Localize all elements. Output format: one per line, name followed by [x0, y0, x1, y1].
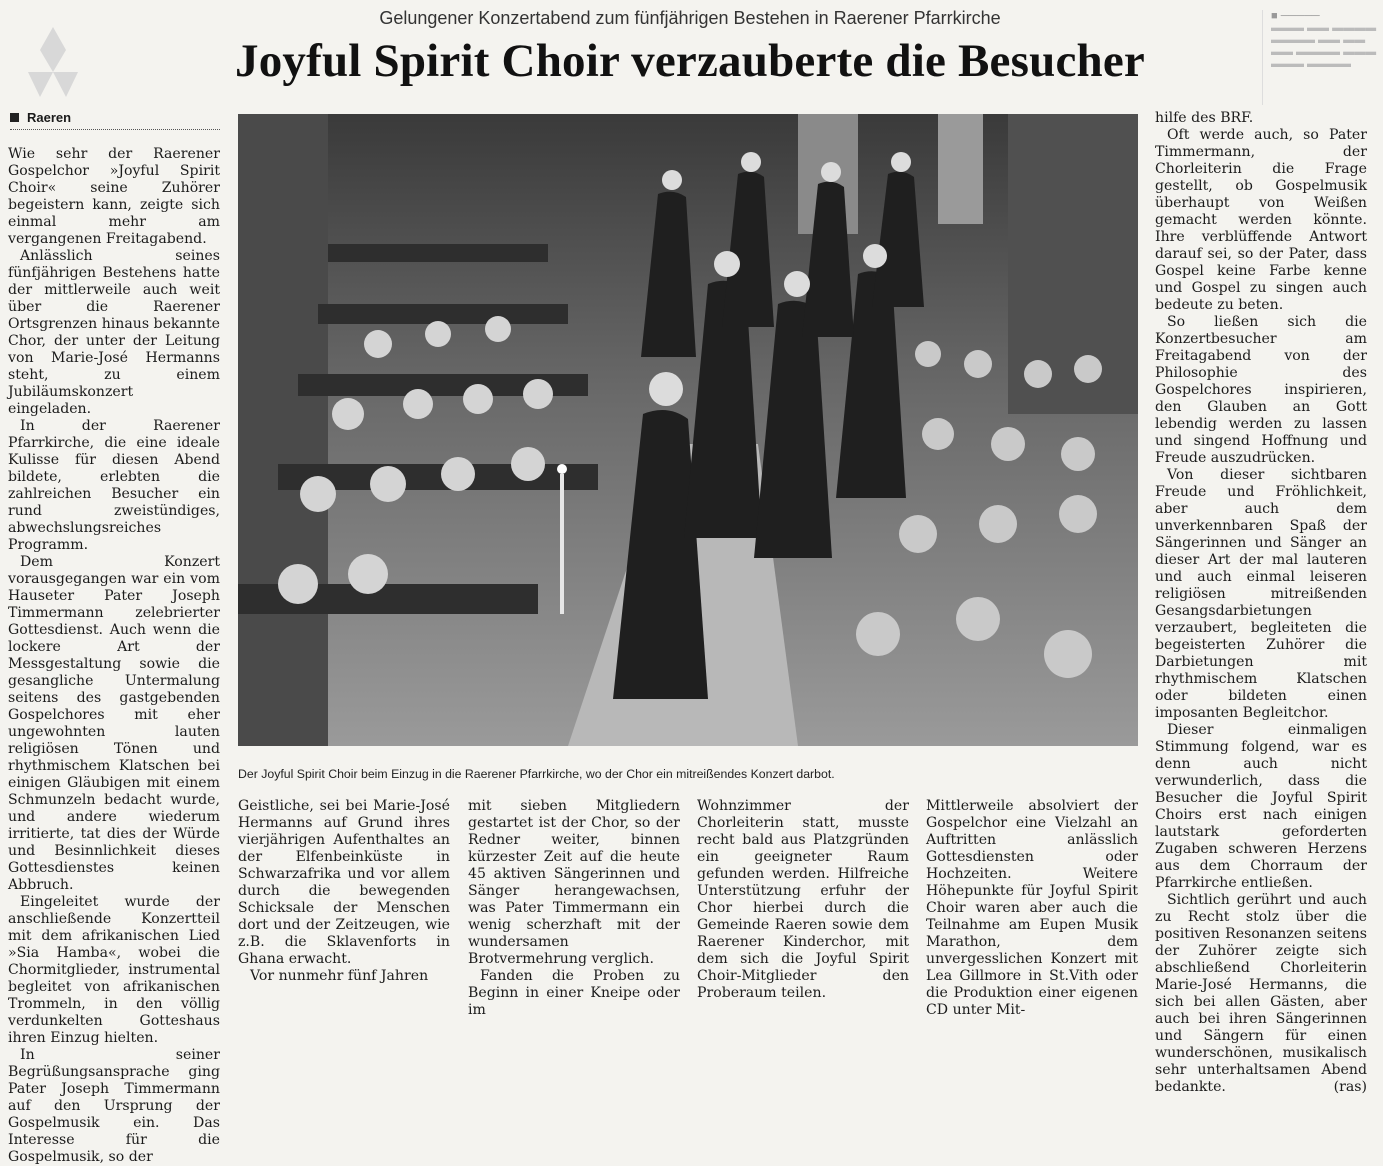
bottom-column-2 — [468, 798, 680, 1019]
left-column — [8, 146, 220, 1166]
choir-photo — [238, 114, 1138, 746]
right-column — [1155, 110, 1367, 1096]
paragraph: Wie sehr der Raerener Gospelchor »Joyful Spirit Choir« seine Zuhörer begeistern kann, zeigte sich einmal mehr am vergangenen Freitagabend. — [8, 146, 220, 247]
bottom-column-4 — [926, 798, 1138, 1019]
bottom-column-3 — [697, 798, 909, 1002]
closing-paragraph: Sichtlich gerührt und auch zu Recht stolz über die positiven Resonanzen seitens der Zuhörer zeigte sich abschließend Chorleiterin Marie-José Hermanns, die sich bei allen Gästen, aber auch bei ihren Sängerinnen und Sängern für einen wunderschönen, musikalisch sehr unterhaltsamen Abend bedankte. — [1155, 892, 1367, 1095]
paragraph: Fanden die Proben zu Beginn in einer Kneipe oder im — [468, 968, 680, 1018]
paragraph: Eingeleitet wurde der anschließende Konzertteil mit dem afrikanischen Lied »Sia Hamba«, wobei die Chormitglieder, instrumental begleitet von afrikanischen Trommeln, in den völlig verdunkelten Gotteshaus ihren Einzug hielten. — [8, 894, 220, 1046]
article-kicker: Gelungener Konzertabend zum fünfjährigen Bestehen in Raerener Pfarrkirche — [379, 8, 1001, 28]
choir-photo-illustration — [238, 114, 1138, 746]
paragraph: Anlässlich seines fünfjährigen Bestehens hatte der mittlerweile auch weit über die Raerener Ortsgrenzen hinaus bekannte Chor, der unter der Leitung von Marie-José Hermanns steht, zu einem Jubiläumskonzert eingeladen. — [8, 248, 221, 417]
section-label: Raeren — [27, 110, 72, 125]
section-tag — [10, 110, 220, 130]
paragraph — [1155, 892, 1367, 1096]
section-square-icon — [10, 113, 19, 122]
paragraph: Dieser einmaligen Stimmung folgend, war es denn auch nicht verwunderlich, dass die Besucher die Joyful Spirit Choirs erst nach einigen lautstark geforderten Zugaben schweren Herzens aus dem Chorraum der Pfarrkirche entließen. — [1155, 722, 1367, 891]
paragraph: Von dieser sichtbaren Freude und Fröhlichkeit, aber auch dem unverkennbaren Spaß der Sängerinnen und Sänger an dieser Art der mal lauteren und auch einmal leiseren religiösen mitreißenden Gesangsdarbietungen verzaubert, begleiteten die begeisterten Zuhörer die Darbietungen mit rhythmischem Klatschen oder bildeten einen imposanten Begleitchor. — [1155, 467, 1367, 721]
paragraph: In seiner Begrüßungsansprache ging Pater Joseph Timmermann auf den Ursprung der Gospelmusik ein. Das Interesse für die Gospelmusik, so der — [8, 1047, 220, 1165]
bleed-logo-icon — [18, 22, 88, 102]
article-headline: Joyful Spirit Choir verzauberte die Besucher — [235, 35, 1145, 87]
paragraph: Vor nunmehr fünf Jahren — [250, 968, 429, 984]
photo-caption: Der Joyful Spirit Choir beim Einzug in die Raerener Pfarrkirche, wo der Chor ein mitreißendes Konzert darbot. — [238, 767, 835, 781]
paragraph: Wohnzimmer der Chorleiterin statt, musste recht bald aus Platzgründen ein geeigneter Raum gefunden werden. Hilfreiche Unterstützung erfuhr der Chor hierbei durch die Gemeinde Raeren sowie dem Raerener Kinderchor, mit dem sich die Joyful Spirit Choir-Mitglieder den Proberaum teilen. — [697, 798, 909, 1001]
paragraph: mit sieben Mitgliedern gestartet ist der Chor, so der Redner weiter, binnen kürzester Zeit auf die heute 45 aktiven Sängerinnen und Sänger herangewachsen, was Pater Timmermann ein wenig scherzhaft mit der wundersamen Brotvermehrung verglich. — [468, 798, 680, 967]
bottom-column-1 — [238, 798, 450, 985]
paragraph: Dem Konzert vorausgegangen war ein vom Hauseter Pater Joseph Timmermann zelebrierter Gottesdienst. Auch wenn die lockere Art der Messgestaltung sowie die gesangliche Untermalung seitens des gastgebenden Gospelchores mit eher ungewohnten lauten religiösen Tönen und rhythmischem Klatschen bei einigen Gläubigen mit einem Schmunzeln bedacht wurde, und andere wiederum irritierte, tat dies der Würde und Besinnlichkeit dieses Gottesdienstes keinen Abbruch. — [8, 554, 220, 893]
neighbour-article-bleed: ■ ───── ▬▬▬ ▬▬ ▬▬▬▬ ▬▬▬▬ ▬▬ ▬▬ ▬▬ ▬▬▬▬ ▬▬▬ ▬▬▬ ▬▬▬▬ — [1262, 10, 1383, 105]
byline: (ras) — [1333, 1079, 1367, 1095]
paragraph: Mittlerweile absolviert der Gospelchor eine Vielzahl an Auftritten anlässlich Gottesdiensten oder Hochzeiten. Weitere Höhepunkte für Joyful Spirit Choir waren aber auch die Teilnahme am Eupen Musik Marathon, dem unvergesslichen Konzert mit Lea Gillmore in St.Vith oder die Produktion einer eigenen CD unter Mit- — [926, 798, 1138, 1018]
paragraph: Oft werde auch, so Pater Timmermann, der Chorleiterin die Frage gestellt, ob Gospelmusik überhaupt von Weißen gemacht werden könnte. Ihre verblüffende Antwort darauf sei, so der Pater, dass Gospel keine Farbe kenne und Gospel zu singen auch bedeute zu beten. — [1155, 127, 1367, 313]
paragraph: In der Raerener Pfarrkirche, die eine ideale Kulisse für diesen Abend bildete, erlebten die zahlreichen Besucher ein rund zweistündiges, abwechslungsreiches Programm. — [8, 418, 220, 553]
paragraph: So ließen sich die Konzertbesucher am Freitagabend von der Philosophie des Gospelchores inspirieren, den Glauben an Gott lebendig werden zu lassen und singend Hoffnung und Freude auszudrücken. — [1155, 314, 1367, 466]
paragraph: Geistliche, sei bei Marie-José Hermanns auf Grund ihres vierjährigen Aufenthaltes an der Elfenbeinküste in Schwarzafrika und vor allem durch die bewegenden Schicksale der Menschen dort und der Zeitzeugen, wie z.B. die Sklavenforts in Ghana erwacht. — [238, 798, 450, 967]
paragraph: hilfe des BRF. — [1155, 110, 1254, 126]
